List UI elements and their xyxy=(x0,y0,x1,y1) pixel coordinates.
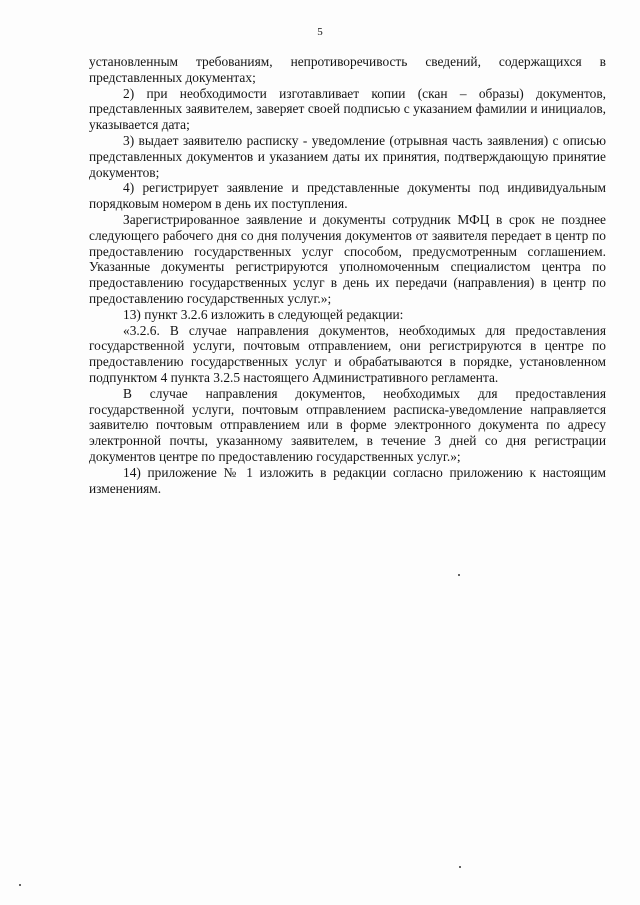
document-body xyxy=(89,54,606,496)
paragraph-item-3: 3) выдает заявителю расписку - уведомление (отрывная часть заявления) с описью представленных документов и указанием даты их принятия, подтверждающую принятие документов; xyxy=(89,132,606,180)
paragraph-item-13: 13) пункт 3.2.6 изложить в следующей редакции: xyxy=(123,306,404,322)
paragraph-registered-application: Зарегистрированное заявление и документы сотрудник МФЦ в срок не позднее следующего рабочего дня со дня получения документов от заявителя передает в центр по предоставлению государственных услуг способом, предусмотренным соглашением. Указанные документы регистрируются уполномоченным специалистом центра по предоставлению государственных услуг в день их передачи (направления) в центр по предоставлению государственных услуг.»; xyxy=(89,211,606,306)
paragraph-postal-receipt: В случае направления документов, необходимых для предоставления государственной услуги, почтовым отправлением расписка-уведомление направляется заявителю почтовым отправлением или в форме электронного документа по адресу электронной почты, указанному заявителем, в течение 3 дней со дня регистрации документов центре по предоставлению государственных услуг.»; xyxy=(89,385,606,464)
page-number: 5 xyxy=(317,26,323,38)
paragraph-item-14: 14) приложение № 1 изложить в редакции согласно приложению к настоящим изменениям. xyxy=(89,464,606,496)
paragraph-continuation: установленным требованиям, непротиворечивость сведений, содержащихся в представленных документах; xyxy=(89,54,606,85)
paragraph-item-4: 4) регистрирует заявление и представленные документы под индивидуальным порядковым номером в день их поступления. xyxy=(89,180,606,212)
scan-speck xyxy=(19,884,21,886)
scan-speck xyxy=(458,574,460,576)
paragraph-item-2: 2) при необходимости изготавливает копии (скан – образы) документов, представленных заявителем, заверяет своей подписью с указанием фамилии и инициалов, указывается дата; xyxy=(89,85,606,133)
scan-speck xyxy=(459,866,461,868)
paragraph-clause-3-2-6: «3.2.6. В случае направления документов, необходимых для предоставления государственной услуги, почтовым отправлением, они регистрируются в центре по предоставлению государственных услуг и обрабатываются в порядке, установленном подпунктом 4 пункта 3.2.5 настоящего Административного регламента. xyxy=(89,322,606,385)
